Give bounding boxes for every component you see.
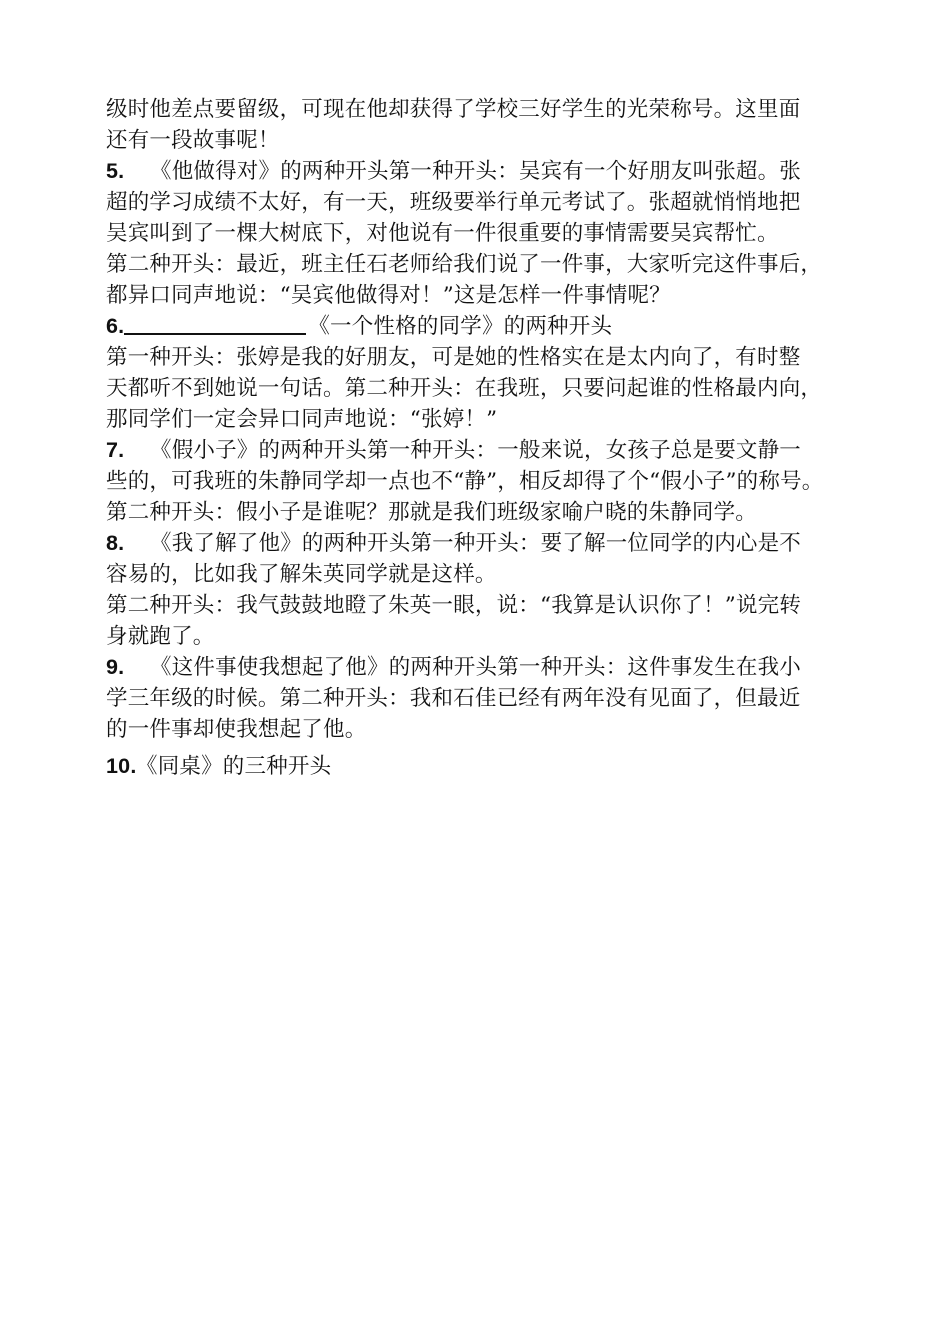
item-text: 《我了解了他》的两种开头第一种开头：要了解一位同学的内心是不 [150, 531, 802, 556]
text-line: 还有一段故事呢！ [106, 128, 280, 153]
text-line: 级时他差点要留级，可现在他却获得了学校三好学生的光荣称号。这里面 [106, 97, 801, 122]
text-line: 天都听不到她说一句话。第二种开头：在我班，只要问起谁的性格最内向， [106, 376, 823, 401]
text-line: 第二种开头：我气鼓鼓地瞪了朱英一眼，说：“我算是认识你了！”说完转 [106, 593, 802, 618]
text-line: 第二种开头：假小子是谁呢？那就是我们班级家喻户晓的朱静同学。 [106, 500, 758, 525]
item-number: 10. [106, 754, 137, 778]
text-line: 的一件事却使我想起了他。 [106, 717, 367, 742]
text-line: 都异口同声地说：“吴宾他做得对！”这是怎样一件事情呢？ [106, 283, 671, 308]
item-number: 8. [106, 531, 125, 555]
text-line: 第一种开头：张婷是我的好朋友，可是她的性格实在是太内向了，有时整 [106, 345, 801, 370]
text-line: 吴宾叫到了一棵大树底下，对他说有一件很重要的事情需要吴宾帮忙。 [106, 221, 779, 246]
item-text: 《这件事使我想起了他》的两种开头第一种开头：这件事发生在我小 [150, 655, 802, 680]
text-line: 些的，可我班的朱静同学却一点也不“静”，相反却得了个“假小子”的称号。 [106, 469, 824, 494]
item-8-line [106, 528, 866, 559]
item-text: 《同桌》的三种开头 [136, 754, 332, 779]
text-line: 超的学习成绩不太好，有一天，班级要举行单元考试了。张超就悄悄地把 [106, 190, 801, 215]
item-text: 《他做得对》的两种开头第一种开头：吴宾有一个好朋友叫张超。张 [150, 159, 802, 184]
item-number: 9. [106, 655, 125, 679]
item-text: 《一个性格的同学》的两种开头 [308, 314, 613, 339]
item-7-line [106, 435, 866, 466]
text-line: 那同学们一定会异口同声地说：“张婷！” [106, 407, 498, 432]
item-10-line [106, 751, 866, 782]
item-number: 5. [106, 159, 125, 183]
item-text: 《假小子》的两种开头第一种开头：一般来说，女孩子总是要文静一 [150, 438, 802, 463]
text-line: 第二种开头：最近，班主任石老师给我们说了一件事，大家听完这件事后， [106, 252, 823, 277]
document-page [106, 94, 866, 782]
text-line: 身就跑了。 [106, 624, 215, 649]
item-number: 6. [106, 314, 125, 338]
item-9-line [106, 652, 866, 683]
item-5-line [106, 156, 866, 187]
item-number: 7. [106, 438, 125, 462]
item-6-line [106, 311, 866, 342]
fill-in-blank [124, 311, 306, 335]
text-line: 容易的，比如我了解朱英同学就是这样。 [106, 562, 497, 587]
text-line: 学三年级的时候。第二种开头：我和石佳已经有两年没有见面了，但最近 [106, 686, 801, 711]
